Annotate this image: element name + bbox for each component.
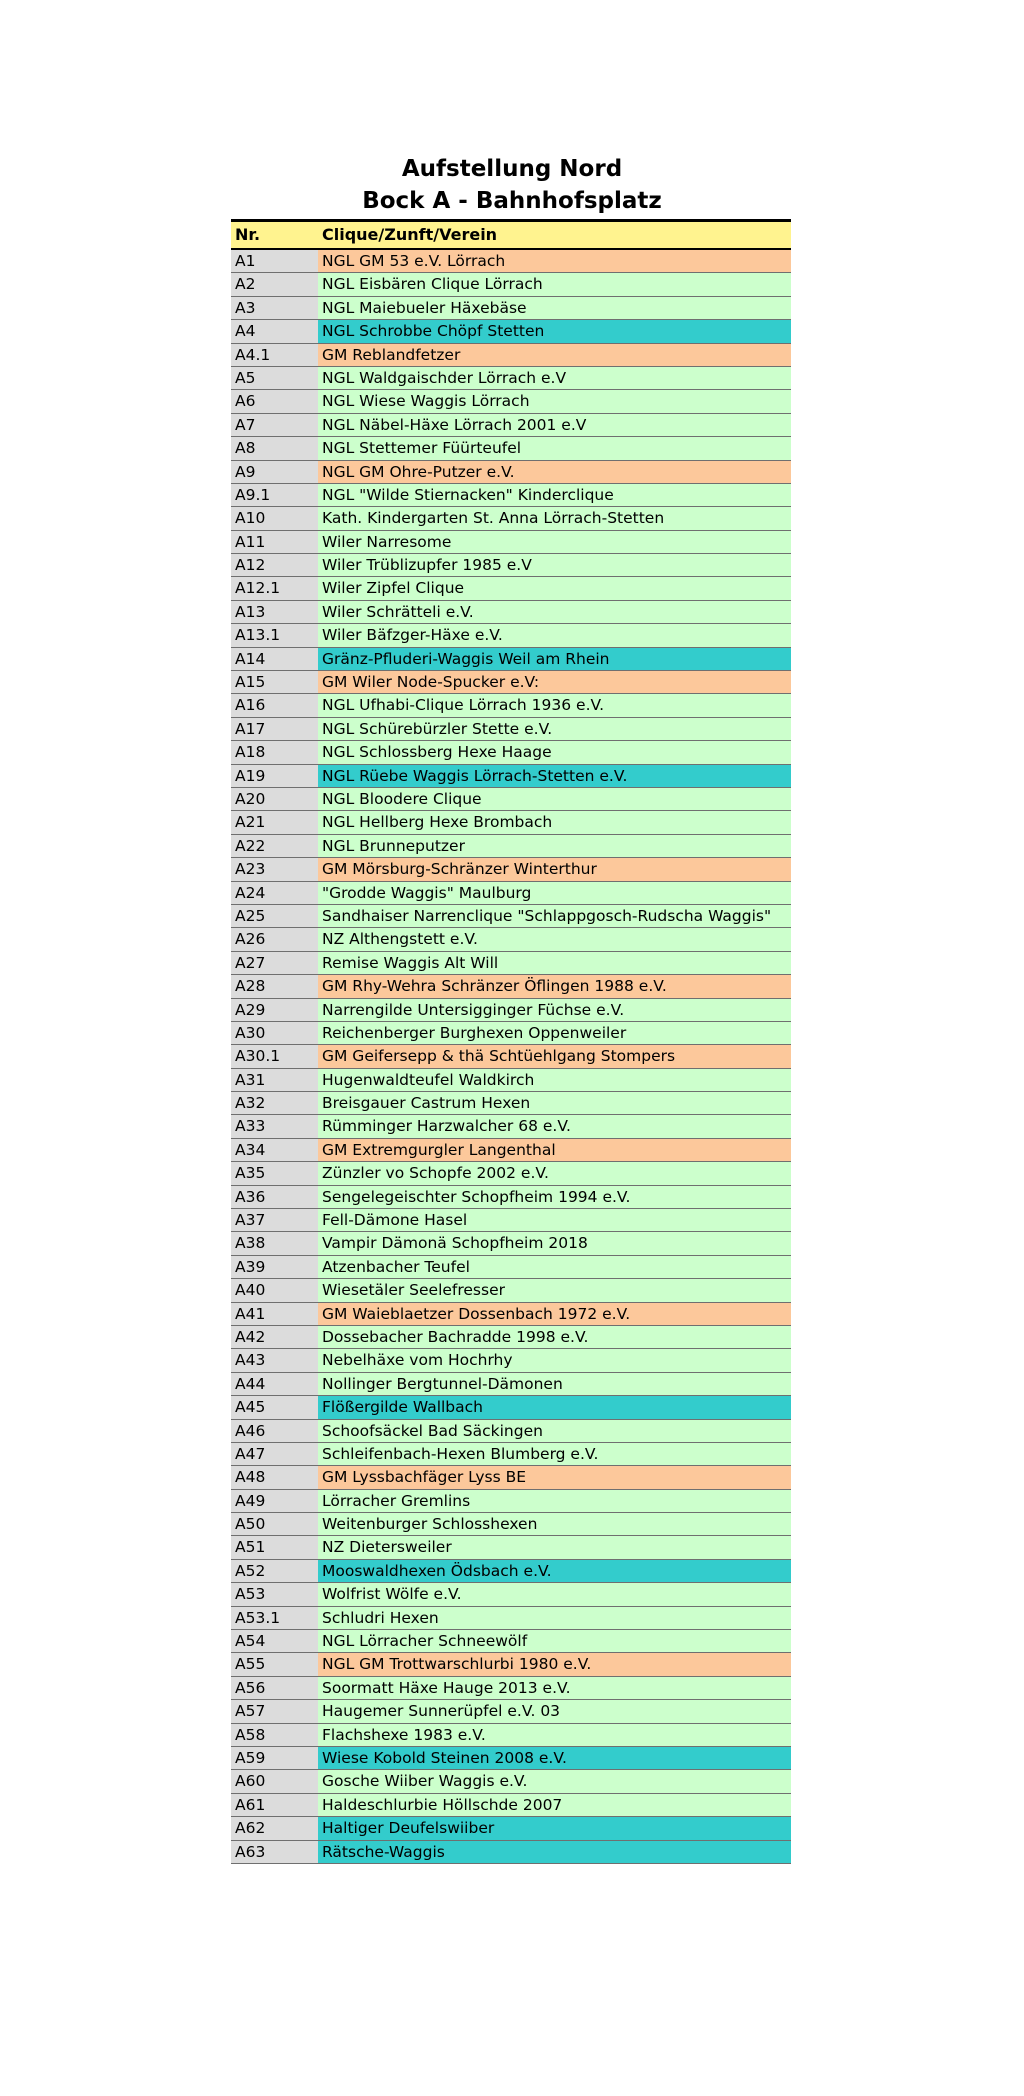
row-nr: A62 [231,1817,318,1839]
row-name: GM Lyssbachfäger Lyss BE [318,1466,791,1488]
table-row [231,577,791,600]
row-name: Breisgauer Castrum Hexen [318,1092,791,1114]
table-row [231,1139,791,1162]
row-name: NGL Stettemer Füürteufel [318,437,791,459]
row-nr: A24 [231,882,318,904]
table-body [231,250,791,1864]
row-name: Rümminger Harzwalcher 68 e.V. [318,1115,791,1137]
row-nr: A46 [231,1420,318,1442]
row-name: Haldeschlurbie Höllschde 2007 [318,1794,791,1816]
row-name: Vampir Dämonä Schopfheim 2018 [318,1232,791,1254]
row-nr: A53 [231,1583,318,1605]
table-row [231,414,791,437]
table-row [231,484,791,507]
table-row [231,1747,791,1770]
table-row [231,297,791,320]
row-name: NGL Maiebueler Häxebäse [318,297,791,319]
table-row [231,461,791,484]
table-row [231,811,791,834]
row-name: Gränz-Pfluderi-Waggis Weil am Rhein [318,648,791,670]
row-nr: A3 [231,297,318,319]
row-nr: A56 [231,1677,318,1699]
row-name: NZ Althengstett e.V. [318,928,791,950]
table-row [231,601,791,624]
row-nr: A30.1 [231,1045,318,1067]
table-row [231,1841,791,1864]
row-name: Wiesetäler Seelefresser [318,1279,791,1301]
table-row [231,928,791,951]
table-row [231,694,791,717]
row-nr: A2 [231,273,318,295]
table-row [231,1607,791,1630]
page-subtitle: Bock A - Bahnhofsplatz [362,188,662,214]
row-nr: A52 [231,1560,318,1582]
table-row [231,1536,791,1559]
row-nr: A13 [231,601,318,623]
row-nr: A13.1 [231,624,318,646]
table-row [231,1420,791,1443]
row-nr: A41 [231,1303,318,1325]
table-row [231,1794,791,1817]
table-row [231,858,791,881]
row-name: Atzenbacher Teufel [318,1256,791,1278]
row-name: Schludri Hexen [318,1607,791,1629]
row-nr: A4 [231,320,318,342]
row-nr: A30 [231,1022,318,1044]
row-name: Kath. Kindergarten St. Anna Lörrach-Stetten [318,507,791,529]
table-row [231,671,791,694]
row-nr: A31 [231,1069,318,1091]
row-nr: A8 [231,437,318,459]
table-row [231,999,791,1022]
row-nr: A7 [231,414,318,436]
row-name: Schleifenbach-Hexen Blumberg e.V. [318,1443,791,1465]
page-title: Aufstellung Nord [401,156,623,182]
row-name: NGL Waldgaischder Lörrach e.V [318,367,791,389]
table-row [231,905,791,928]
row-name: Wiese Kobold Steinen 2008 e.V. [318,1747,791,1769]
row-nr: A54 [231,1630,318,1652]
header-name: Clique/Zunft/Verein [322,225,498,244]
row-name: NGL Eisbären Clique Lörrach [318,273,791,295]
table-row [231,554,791,577]
row-name: Haltiger Deufelswiiber [318,1817,791,1839]
row-name: NZ Dietersweiler [318,1536,791,1558]
row-name: NGL GM Ohre-Putzer e.V. [318,461,791,483]
row-nr: A21 [231,811,318,833]
row-name: Sengelegeischter Schopfheim 1994 e.V. [318,1186,791,1208]
table-row [231,1256,791,1279]
row-nr: A44 [231,1373,318,1395]
table-header [231,219,791,250]
row-name: NGL Bloodere Clique [318,788,791,810]
table-row [231,1724,791,1747]
table-row [231,1162,791,1185]
row-name: NGL "Wilde Stiernacken" Kinderclique [318,484,791,506]
row-nr: A51 [231,1536,318,1558]
row-name: GM Geifersepp & thä Schtüehlgang Stompers [318,1045,791,1067]
row-name: Schoofsäckel Bad Säckingen [318,1420,791,1442]
table-row [231,320,791,343]
row-name: Hugenwaldteufel Waldkirch [318,1069,791,1091]
table-row [231,1770,791,1793]
row-name: NGL Näbel-Häxe Lörrach 2001 e.V [318,414,791,436]
row-name: Nebelhäxe vom Hochrhy [318,1349,791,1371]
row-name: NGL Wiese Waggis Lörrach [318,390,791,412]
table-row [231,1630,791,1653]
table-row [231,344,791,367]
table-row [231,741,791,764]
row-nr: A53.1 [231,1607,318,1629]
row-nr: A37 [231,1209,318,1231]
row-name: NGL Schürebürzler Stette e.V. [318,718,791,740]
row-name: Fell-Dämone Hasel [318,1209,791,1231]
row-nr: A12.1 [231,577,318,599]
row-name: Flachshexe 1983 e.V. [318,1724,791,1746]
row-nr: A33 [231,1115,318,1137]
row-nr: A34 [231,1139,318,1161]
table-row [231,1326,791,1349]
row-name: Zünzler vo Schopfe 2002 e.V. [318,1162,791,1184]
row-nr: A25 [231,905,318,927]
row-nr: A12 [231,554,318,576]
table-row [231,1653,791,1676]
row-nr: A57 [231,1700,318,1722]
table-row [231,1373,791,1396]
table-row [231,1303,791,1326]
table-row [231,1186,791,1209]
table-row [231,1232,791,1255]
row-nr: A40 [231,1279,318,1301]
row-nr: A43 [231,1349,318,1371]
table-row [231,1349,791,1372]
row-nr: A19 [231,765,318,787]
row-nr: A5 [231,367,318,389]
table-row [231,765,791,788]
row-nr: A4.1 [231,344,318,366]
header-nr: Nr. [235,225,261,244]
table-row [231,1396,791,1419]
row-name: GM Wiler Node-Spucker e.V: [318,671,791,693]
row-nr: A15 [231,671,318,693]
row-name: Rätsche-Waggis [318,1841,791,1863]
table-row [231,390,791,413]
table-row [231,1817,791,1840]
table-row [231,1466,791,1489]
row-name: Nollinger Bergtunnel-Dämonen [318,1373,791,1395]
row-name: GM Reblandfetzer [318,344,791,366]
table-row [231,718,791,741]
row-name: Haugemer Sunnerüpfel e.V. 03 [318,1700,791,1722]
row-nr: A27 [231,952,318,974]
row-name: NGL Lörracher Schneewölf [318,1630,791,1652]
row-nr: A50 [231,1513,318,1535]
table-row [231,788,791,811]
row-nr: A42 [231,1326,318,1348]
row-nr: A60 [231,1770,318,1792]
table-row [231,1045,791,1068]
row-nr: A6 [231,390,318,412]
row-nr: A20 [231,788,318,810]
table-row [231,952,791,975]
row-name: Reichenberger Burghexen Oppenweiler [318,1022,791,1044]
row-name: NGL Hellberg Hexe Brombach [318,811,791,833]
table-row [231,1279,791,1302]
row-name: GM Mörsburg-Schränzer Winterthur [318,858,791,880]
row-name: Flößergilde Wallbach [318,1396,791,1418]
row-name: GM Waieblaetzer Dossenbach 1972 e.V. [318,1303,791,1325]
row-nr: A16 [231,694,318,716]
row-nr: A38 [231,1232,318,1254]
table-row [231,1583,791,1606]
row-nr: A9 [231,461,318,483]
row-nr: A55 [231,1653,318,1675]
row-name: Wiler Trüblizupfer 1985 e.V [318,554,791,576]
row-name: NGL Ufhabi-Clique Lörrach 1936 e.V. [318,694,791,716]
row-name: Wiler Schrätteli e.V. [318,601,791,623]
row-nr: A1 [231,250,318,272]
table-row [231,437,791,460]
row-nr: A61 [231,1794,318,1816]
table-row [231,1700,791,1723]
row-nr: A32 [231,1092,318,1114]
row-name: Dossebacher Bachradde 1998 e.V. [318,1326,791,1348]
table-row [231,531,791,554]
row-nr: A63 [231,1841,318,1863]
table-row [231,882,791,905]
row-name: GM Rhy-Wehra Schränzer Öflingen 1988 e.V. [318,975,791,997]
row-nr: A11 [231,531,318,553]
row-nr: A49 [231,1490,318,1512]
row-name: NGL Brunneputzer [318,835,791,857]
row-nr: A48 [231,1466,318,1488]
row-name: Lörracher Gremlins [318,1490,791,1512]
table-row [231,507,791,530]
table-row [231,624,791,647]
table-row [231,367,791,390]
table-row [231,1560,791,1583]
row-nr: A29 [231,999,318,1021]
table-row [231,1115,791,1138]
row-name: NGL Schrobbe Chöpf Stetten [318,320,791,342]
table-row [231,1022,791,1045]
table-row [231,1069,791,1092]
lineup-table [231,219,791,1864]
row-nr: A59 [231,1747,318,1769]
row-name: Mooswaldhexen Ödsbach e.V. [318,1560,791,1582]
row-nr: A47 [231,1443,318,1465]
row-name: Weitenburger Schlosshexen [318,1513,791,1535]
row-nr: A9.1 [231,484,318,506]
row-name: NGL GM Trottwarschlurbi 1980 e.V. [318,1653,791,1675]
table-row [231,835,791,858]
row-nr: A18 [231,741,318,763]
row-nr: A26 [231,928,318,950]
row-nr: A39 [231,1256,318,1278]
row-name: "Grodde Waggis" Maulburg [318,882,791,904]
row-name: NGL Rüebe Waggis Lörrach-Stetten e.V. [318,765,791,787]
table-row [231,1513,791,1536]
table-row [231,1209,791,1232]
row-nr: A22 [231,835,318,857]
table-row [231,250,791,273]
table-row [231,1092,791,1115]
row-name: NGL Schlossberg Hexe Haage [318,741,791,763]
row-name: GM Extremgurgler Langenthal [318,1139,791,1161]
row-nr: A58 [231,1724,318,1746]
row-name: Narrengilde Untersigginger Füchse e.V. [318,999,791,1021]
table-row [231,1490,791,1513]
row-nr: A10 [231,507,318,529]
table-row [231,273,791,296]
row-name: Wolfrist Wölfe e.V. [318,1583,791,1605]
row-name: Wiler Bäfzger-Häxe e.V. [318,624,791,646]
table-row [231,648,791,671]
row-name: NGL GM 53 e.V. Lörrach [318,250,791,272]
row-nr: A45 [231,1396,318,1418]
row-name: Soormatt Häxe Hauge 2013 e.V. [318,1677,791,1699]
table-row [231,1677,791,1700]
table-row [231,975,791,998]
row-name: Wiler Narresome [318,531,791,553]
row-nr: A28 [231,975,318,997]
row-name: Sandhaiser Narrenclique "Schlappgosch-Rudscha Waggis" [318,905,791,927]
row-name: Remise Waggis Alt Will [318,952,791,974]
row-nr: A23 [231,858,318,880]
row-nr: A35 [231,1162,318,1184]
row-nr: A36 [231,1186,318,1208]
row-nr: A14 [231,648,318,670]
row-name: Wiler Zipfel Clique [318,577,791,599]
table-row [231,1443,791,1466]
row-nr: A17 [231,718,318,740]
row-name: Gosche Wiiber Waggis e.V. [318,1770,791,1792]
